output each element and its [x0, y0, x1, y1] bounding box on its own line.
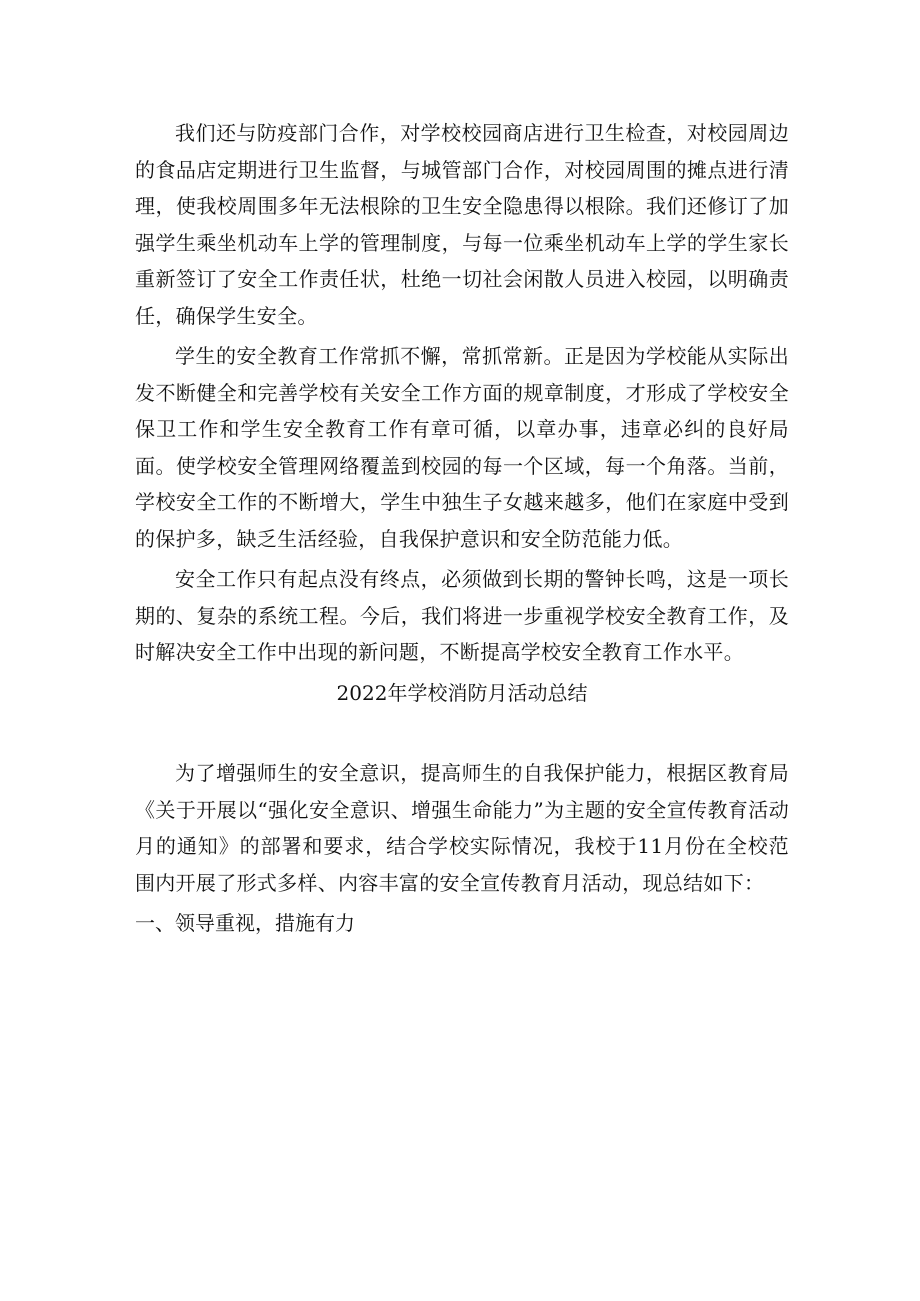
- paragraph-campus-hygiene: 我们还与防疫部门合作，对学校校园商店进行卫生检查，对校园周边的食品店定期进行卫生监督，与城管部门合作，对校园周围的摊点进行清理，使我校周围多年无法根除的卫生安全隐患得以根除。我们还修订了加强学生乘坐机动车上学的管理制度，与每一位乘坐机动车上学的学生家长重新签订了安全工作责任状，杜绝一切社会闲散人员进入校园，以明确责任，确保学生安全。: [135, 121, 789, 328]
- section-heading: 一、领导重视，措施有力: [135, 911, 355, 935]
- document-title: 2022年学校消防月活动总结: [336, 680, 588, 705]
- paragraph-future-work: 安全工作只有起点没有终点，必须做到长期的警钟长鸣，这是一项长期的、复杂的系统工程。今后，我们将进一步重视学校安全教育工作，及时解决安全工作中出现的新问题，不断提高学校安全教育工作水平。: [135, 567, 789, 664]
- paragraph-safety-education: 学生的安全教育工作常抓不懈，常抓常新。正是因为学校能从实际出发不断健全和完善学校有关安全工作方面的规章制度，才形成了学校安全保卫工作和学生安全教育工作有章可循，以章办事，违章必纠的良好局面。使学校安全管理网络覆盖到校园的每一个区域，每一个角落。当前，学校安全工作的不断增大，学生中独生子女越来越多，他们在家庭中受到的保护多，缺乏生活经验，自我保护意识和安全防范能力低。: [135, 344, 789, 551]
- paragraph-introduction: 为了增强师生的安全意识，提高师生的自我保护能力，根据区教育局《关于开展以“强化安全意识、增强生命能力”为主题的安全宣传教育活动月的通知》的部署和要求，结合学校实际情况，我校于11月份在全校范围内开展了形式多样、内容丰富的安全宣传教育月活动，现总结如下：: [135, 761, 789, 895]
- document-body: [135, 115, 789, 942]
